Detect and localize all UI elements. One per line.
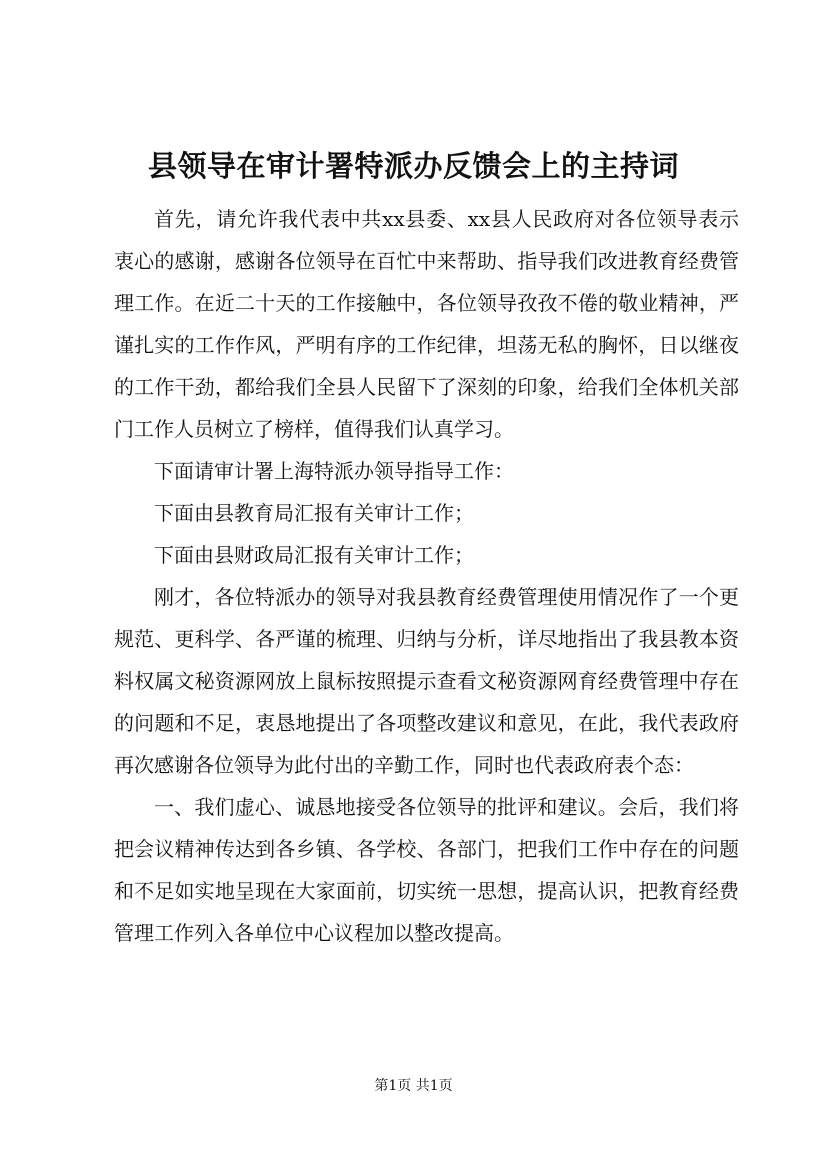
page-number-footer: 第1页 共1页 (374, 1078, 453, 1094)
paragraph-commitment-one: 一、我们虚心、诚恳地接受各位领导的批评和建议。会后，我们将把会议精神传达到各乡镇、各学校、各部门，把我们工作中存在的问题和不足如实地呈现在大家面前，切实统一思想，提高认识，把教育经费管理工作列入各单位中心议程加以整改提高。 (114, 795, 739, 945)
paragraph-audit-office-guidance: 下面请审计署上海特派办领导指导工作： (154, 459, 514, 483)
paragraph-thanks: 首先，请允许我代表中共xx县委、xx县人民政府对各位领导表示衷心的感谢，感谢各位领导在百忙中来帮助、指导我们改进教育经费管理工作。在近二十天的工作接触中，各位领导孜孜不倦的敬业精神，严谨扎实的工作作风，严明有序的工作纪律，坦荡无私的胸怀，日以继夜的工作干劲，都给我们全县人民留下了深刻的印象，给我们全体机关部门工作人员树立了榜样，值得我们认真学习。 (114, 207, 739, 441)
paragraph-finance-bureau-report: 下面由县财政局汇报有关审计工作； (154, 543, 474, 567)
document-title: 县领导在审计署特派办反馈会上的主持词 (147, 149, 679, 183)
paragraph-summary-response: 刚才，各位特派办的领导对我县教育经费管理使用情况作了一个更规范、更科学、各严谨的梳理、归纳与分析，详尽地指出了我县教本资料权属文秘资源网放上鼠标按照提示查看文秘资源网育经费管理中存在的问题和不足，衷恳地提出了各项整改建议和意见，在此，我代表政府再次感谢各位领导为此付出的辛勤工作，同时也代表政府表个态： (114, 585, 739, 777)
paragraph-education-bureau-report: 下面由县教育局汇报有关审计工作； (154, 501, 474, 525)
document-body (114, 198, 739, 954)
